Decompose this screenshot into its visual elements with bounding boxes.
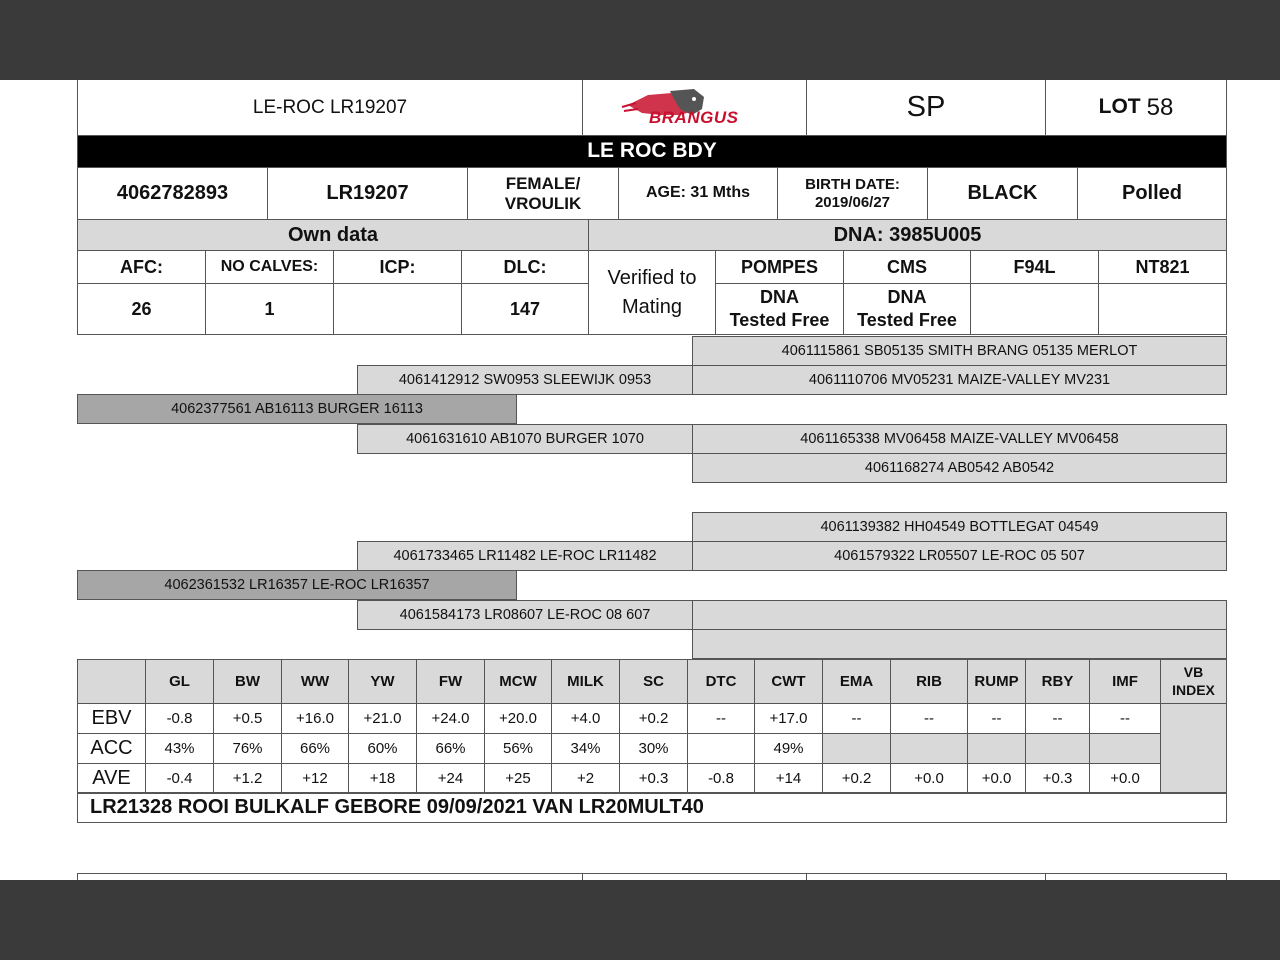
ebv-value: +0.0	[890, 763, 968, 794]
dna-test-header: POMPES	[715, 250, 844, 284]
pedigree-dam-sire: 4061733465 LR11482 LE-ROC LR11482	[357, 541, 693, 571]
ebv-value: 34%	[551, 733, 620, 764]
birth-date: BIRTH DATE: 2019/06/27	[777, 167, 928, 220]
dna-test-header: CMS	[843, 250, 971, 284]
ebv-value: 66%	[281, 733, 349, 764]
dna-test-header: F94L	[970, 250, 1099, 284]
lot-number: 58	[1146, 93, 1174, 121]
ebv-value: +0.3	[1025, 763, 1090, 794]
ebv-value: --	[1089, 703, 1161, 734]
vb-index-header: VB INDEX	[1160, 659, 1227, 704]
ebv-value: 66%	[416, 733, 485, 764]
pedigree-sire-dam-dam: 4061168274 AB0542 AB0542	[692, 453, 1227, 483]
horn-status: Polled	[1077, 167, 1227, 220]
ebv-header-imf: IMF	[1089, 659, 1161, 704]
id-number: 4062782893	[77, 167, 268, 220]
ebv-row-label: ACC	[77, 733, 146, 764]
herd-code: LR19207	[267, 167, 468, 220]
ebv-header-sc: SC	[619, 659, 688, 704]
ebv-header-dtc: DTC	[687, 659, 755, 704]
ebv-value: +20.0	[484, 703, 552, 734]
ebv-value: +16.0	[281, 703, 349, 734]
pedigree-dam-dam-sire	[692, 600, 1227, 630]
ebv-value: +0.0	[1089, 763, 1161, 794]
dna-test-header: NT821	[1098, 250, 1227, 284]
ebv-value: 49%	[754, 733, 823, 764]
ebv-value: +0.2	[822, 763, 891, 794]
ebv-value: 56%	[484, 733, 552, 764]
next-lot-divider	[582, 873, 583, 880]
ebv-value: +0.2	[619, 703, 688, 734]
ebv-value: +17.0	[754, 703, 823, 734]
ebv-value: 60%	[348, 733, 417, 764]
lot-page	[0, 80, 1280, 880]
dna-test-result: DNA Tested Free	[715, 283, 844, 335]
ebv-header-rump: RUMP	[967, 659, 1026, 704]
ebv-value	[890, 733, 968, 764]
ebv-value: +18	[348, 763, 417, 794]
own-data-value: 26	[77, 283, 206, 335]
ebv-value: 43%	[145, 733, 214, 764]
progeny-note: LR21328 ROOI BULKALF GEBORE 09/09/2021 VAN LR20MULT40	[77, 792, 1227, 823]
ebv-value: --	[967, 703, 1026, 734]
own-data-value: 147	[461, 283, 589, 335]
pedigree-sire-sire-dam: 4061110706 MV05231 MAIZE-VALLEY MV231	[692, 365, 1227, 395]
ebv-header-gl: GL	[145, 659, 214, 704]
ebv-row-label: AVE	[77, 763, 146, 794]
breed-logo-text: BRANGUS	[649, 108, 739, 127]
ebv-value: 30%	[619, 733, 688, 764]
lot-box	[1045, 80, 1227, 136]
verified-to-mating: Verified to Mating	[588, 250, 716, 335]
ebv-value: +14	[754, 763, 823, 794]
ebv-header-fw: FW	[416, 659, 485, 704]
pedigree-dam-dam: 4061584173 LR08607 LE-ROC 08 607	[357, 600, 693, 630]
ebv-value	[822, 733, 891, 764]
pedigree-dam-dam-dam	[692, 629, 1227, 659]
vb-index-value	[1160, 703, 1227, 794]
ebv-header-ema: EMA	[822, 659, 891, 704]
next-lot-divider	[1045, 873, 1046, 880]
ebv-value: +21.0	[348, 703, 417, 734]
pedigree-dam: 4062361532 LR16357 LE-ROC LR16357	[77, 570, 517, 600]
ebv-table	[77, 659, 1227, 793]
animal-name: LE ROC BDY	[77, 135, 1227, 168]
ebv-value: +0.0	[967, 763, 1026, 794]
ebv-value: -0.8	[145, 703, 214, 734]
pedigree-sire-dam: 4061631610 AB1070 BURGER 1070	[357, 424, 693, 454]
ebv-header-bw: BW	[213, 659, 282, 704]
breed-logo	[582, 80, 807, 136]
dna-test-result	[1098, 283, 1227, 335]
ebv-value	[1089, 733, 1161, 764]
ebv-value: +24.0	[416, 703, 485, 734]
ebv-value: +25	[484, 763, 552, 794]
lot-label: LOT	[1098, 95, 1141, 119]
dna-test-result	[970, 283, 1099, 335]
own-data-header: AFC:	[77, 250, 206, 284]
ebv-header-rib: RIB	[890, 659, 968, 704]
next-lot-header	[77, 873, 1227, 880]
ebv-row-label: EBV	[77, 703, 146, 734]
ebv-header-mcw: MCW	[484, 659, 552, 704]
own-data-value: 1	[205, 283, 334, 335]
pedigree-dam-sire-sire: 4061139382 HH04549 BOTTLEGAT 04549	[692, 512, 1227, 542]
pedigree-sire: 4062377561 AB16113 BURGER 16113	[77, 394, 517, 424]
ebv-value: -0.4	[145, 763, 214, 794]
ebv-value	[687, 733, 755, 764]
ebv-value: 76%	[213, 733, 282, 764]
age: AGE: 31 Mths	[618, 167, 778, 220]
pedigree-sire-sire-sire: 4061115861 SB05135 SMITH BRANG 05135 MERLOT	[692, 336, 1227, 366]
ebv-value	[1025, 733, 1090, 764]
ebv-header-milk: MILK	[551, 659, 620, 704]
grade: SP	[806, 80, 1046, 136]
own-data-title: Own data	[77, 219, 589, 251]
ebv-value: +0.3	[619, 763, 688, 794]
dna-test-result: DNA Tested Free	[843, 283, 971, 335]
ebv-value: +1.2	[213, 763, 282, 794]
ebv-header-cwt: CWT	[754, 659, 823, 704]
pedigree-sire-sire: 4061412912 SW0953 SLEEWIJK 0953	[357, 365, 693, 395]
ebv-value: -0.8	[687, 763, 755, 794]
viewer-top-bar	[0, 0, 1280, 80]
sex: FEMALE/ VROULIK	[467, 167, 619, 220]
ebv-value: +2	[551, 763, 620, 794]
ebv-value: --	[687, 703, 755, 734]
viewer-bottom-bar	[0, 880, 1280, 960]
ebv-corner	[77, 659, 146, 704]
ebv-value: +12	[281, 763, 349, 794]
own-data-value	[333, 283, 462, 335]
ebv-value: --	[1025, 703, 1090, 734]
ebv-value: --	[890, 703, 968, 734]
colour: BLACK	[927, 167, 1078, 220]
pedigree-sire-dam-sire: 4061165338 MV06458 MAIZE-VALLEY MV06458	[692, 424, 1227, 454]
ebv-header-ww: WW	[281, 659, 349, 704]
ebv-header-yw: YW	[348, 659, 417, 704]
ebv-value: +24	[416, 763, 485, 794]
next-lot-divider	[806, 873, 807, 880]
name-code: LE-ROC LR19207	[77, 80, 583, 136]
ebv-value	[967, 733, 1026, 764]
own-data-header: DLC:	[461, 250, 589, 284]
dna-title: DNA: 3985U005	[588, 219, 1227, 251]
ebv-value: --	[822, 703, 891, 734]
ebv-header-rby: RBY	[1025, 659, 1090, 704]
own-data-header: ICP:	[333, 250, 462, 284]
ebv-value: +0.5	[213, 703, 282, 734]
ebv-value: +4.0	[551, 703, 620, 734]
pedigree-dam-sire-dam: 4061579322 LR05507 LE-ROC 05 507	[692, 541, 1227, 571]
own-data-header: NO CALVES:	[205, 250, 334, 284]
